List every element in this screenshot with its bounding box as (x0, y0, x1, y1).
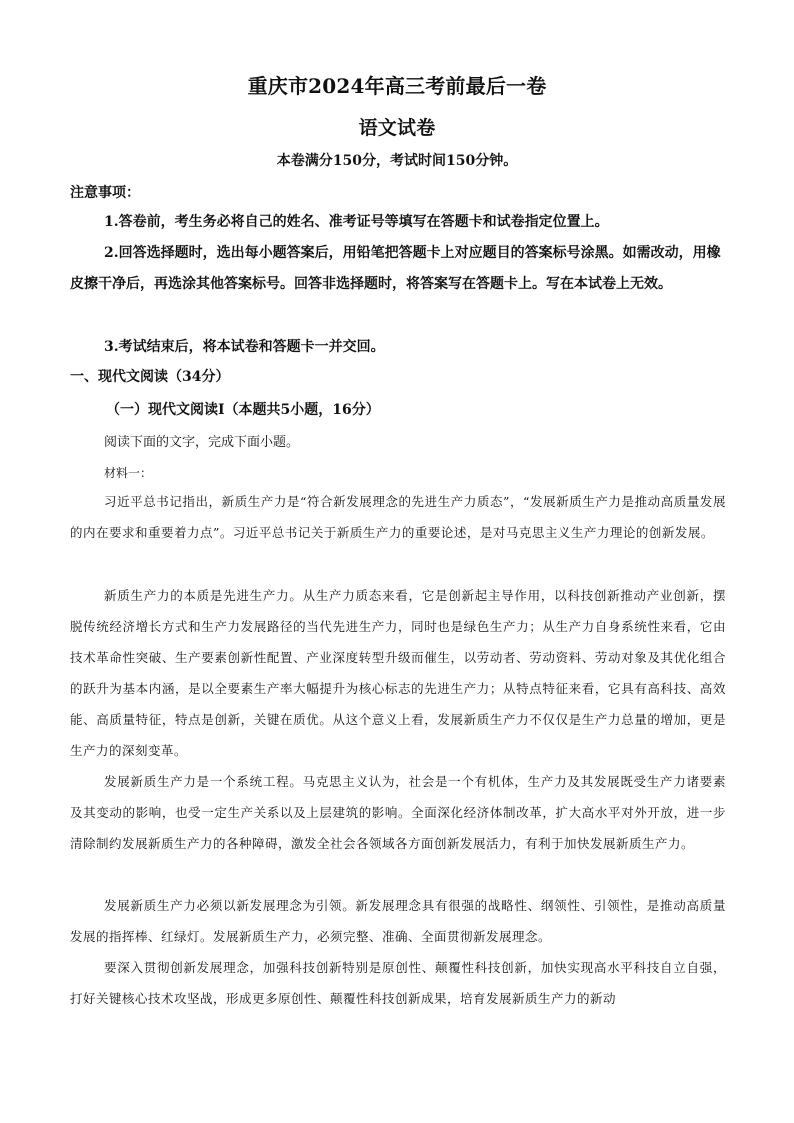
material-paragraph-5: 要深入贯彻创新发展理念，加强科技创新特别是原创性、颠覆性科技创新，加快实现高水平科技自立自强，打好关键核心技术攻坚战，形成更多原创性、颠覆性科技创新成果，培育发展新质生产力的新动 (70, 960, 726, 1006)
notice-heading: 注意事项： (70, 185, 140, 201)
reading-instruction: 阅读下面的文字，完成下面小题。 (104, 435, 300, 450)
notice-item-2: 2.回答选择题时，选出每小题答案后，用铅笔把答题卡上对应题目的答案标号涂黑。如需改动，用橡皮擦干净后，再选涂其他答案标号。回答非选择题时，将答案写在答题卡上。写在本试卷上无效。 (70, 245, 721, 292)
subject-title: 语文试卷 (358, 117, 436, 139)
exam-info: 本卷满分150分，考试时间150分钟。 (276, 153, 518, 169)
section-heading: 一、现代文阅读（34分） (70, 369, 230, 385)
material-label: 材料一： (104, 466, 153, 480)
notice-item-3: 3.考试结束后，将本试卷和答题卡一并交回。 (104, 339, 385, 355)
material-paragraph-1: 习近平总书记指出，新质生产力是“符合新发展理念的先进生产力质态”，“发展新质生产力是推动高质量发展的内在要求和重要着力点”。习近平总书记关于新质生产力的重要论述，是对马克思主义生产力理论的创新发展。 (70, 494, 726, 540)
material-paragraph-4: 发展新质生产力必须以新发展理念为引领。新发展理念具有很强的战略性、纲领性、引领性，是推动高质量发展的指挥棒、红绿灯。发展新质生产力，必须完整、准确、全面贯彻新发展理念。 (70, 898, 726, 944)
material-paragraph-2: 新质生产力的本质是先进生产力。从生产力质态来看，它是创新起主导作用，以科技创新推动产业创新，摆脱传统经济增长方式和生产力发展路径的当代先进生产力，同时也是绿色生产力；从生产力自身系统性来看，它由技术革命性突破、生产要素创新性配置、产业深度转型升级而催生，以劳动者、劳动资料、劳动对象及其优化组合的跃升为基本内涵，是以全要素生产率大幅提升为核心标志的先进生产力；从特点特征来看，它具有高科技、高效能、高质量特征，特点是创新，关键在质优。从这个意义上看，发展新质生产力不仅仅是生产力总量的增加，更是生产力的深刻变革。 (70, 588, 726, 758)
exam-title: 重庆市2024年高三考前最后一卷 (247, 74, 547, 98)
subsection-heading: （一）现代文阅读I（本题共5小题，16分） (106, 402, 380, 418)
notice-item-1: 1.答卷前，考生务必将自己的姓名、准考证号等填写在答题卡和试卷指定位置上。 (104, 214, 609, 230)
material-paragraph-3: 发展新质生产力是一个系统工程。马克思主义认为，社会是一个有机体，生产力及其发展既受生产力诸要素及其变动的影响，也受一定生产关系以及上层建筑的影响。全面深化经济体制改革，扩大高水平对外开放，进一步清除制约发展新质生产力的各种障碍，激发全社会各领域各方面创新发展活力，有利于加快发展新质生产力。 (70, 774, 726, 851)
